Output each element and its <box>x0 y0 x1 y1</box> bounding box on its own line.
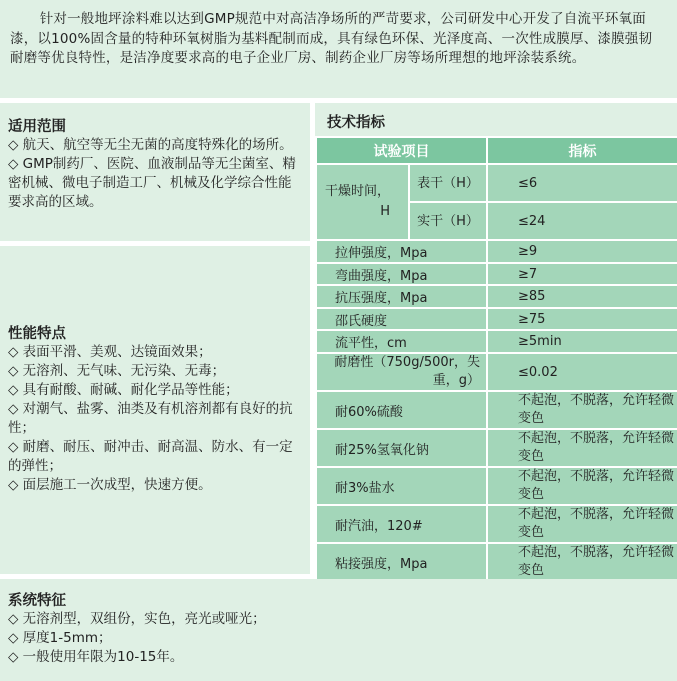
surface-dry-label: 表干（H） <box>409 164 487 202</box>
header-value: 指标 <box>487 137 677 164</box>
scope-item: ◇ 航天、航空等无尘无菌的高度特殊化的场所。 <box>8 137 293 153</box>
spec-label: 抗压强度，Mpa <box>316 285 487 308</box>
spec-value: 不起泡，不脱落，允许轻微变色 <box>487 429 677 467</box>
spec-value: ≥75 <box>487 308 677 330</box>
spec-value: 不起泡，不脱落，允许轻微变色 <box>487 391 677 429</box>
spec-row <box>316 164 677 202</box>
spec-row <box>316 353 677 391</box>
spec-label: 耐60%硫酸 <box>316 391 487 429</box>
spec-label: 粘接强度，Mpa <box>316 543 487 581</box>
features-section <box>0 246 310 574</box>
feature-item: ◇ 面层施工一次成型，快速方便。 <box>8 477 212 493</box>
system-section <box>0 579 677 681</box>
surface-dry-value: ≤6 <box>487 164 677 202</box>
spec-label: 耐磨性（750g/500r，失重，g） <box>316 353 487 391</box>
header-item: 试验项目 <box>316 137 487 164</box>
spec-label: 弯曲强度，Mpa <box>316 263 487 285</box>
spec-header-row <box>316 137 677 164</box>
system-title: 系统特征 <box>8 593 66 609</box>
spec-label: 耐汽油，120# <box>316 505 487 543</box>
spec-label: 邵氏硬度 <box>316 308 487 330</box>
spec-row <box>316 263 677 285</box>
system-item: ◇ 无溶剂型，双组份，实色，亮光或哑光； <box>8 611 266 627</box>
spec-row <box>316 308 677 330</box>
spec-label: 流平性，cm <box>316 330 487 353</box>
scope-section <box>0 103 310 241</box>
spec-row <box>316 330 677 353</box>
spec-label: 耐25%氢氧化钠 <box>316 429 487 467</box>
spec-value: 不起泡，不脱落，允许轻微变色 <box>487 505 677 543</box>
hard-dry-value: ≤24 <box>487 202 677 240</box>
spec-row <box>316 285 677 308</box>
feature-item: ◇ 表面平滑、美观、达镜面效果； <box>8 344 212 360</box>
spec-label: 拉伸强度，Mpa <box>316 240 487 263</box>
spec-row <box>316 543 677 581</box>
spec-value: ≥5min <box>487 330 677 353</box>
feature-item: ◇ 对潮气、盐雾、油类及有机溶剂都有良好的抗性； <box>8 401 293 436</box>
spec-value: ≤0.02 <box>487 353 677 391</box>
spec-value: ≥9 <box>487 240 677 263</box>
spec-value: 不起泡，不脱落，允许轻微变色 <box>487 467 677 505</box>
spec-row <box>316 467 677 505</box>
drying-label: 干燥时间，H <box>316 164 409 240</box>
tech-title: 技术指标 <box>327 115 385 131</box>
spec-row <box>316 240 677 263</box>
spec-row <box>316 429 677 467</box>
system-item: ◇ 厚度1-5mm； <box>8 630 112 646</box>
spec-value: 不起泡，不脱落，允许轻微变色 <box>487 543 677 581</box>
scope-title: 适用范围 <box>8 119 66 135</box>
spec-row <box>316 505 677 543</box>
feature-item: ◇ 具有耐酸、耐碱、耐化学品等性能； <box>8 382 239 398</box>
feature-item: ◇ 无溶剂、无气味、无污染、无毒； <box>8 363 226 379</box>
spec-row <box>316 391 677 429</box>
tech-section <box>315 103 677 578</box>
feature-item: ◇ 耐磨、耐压、耐冲击、耐高温、防水、有一定的弹性； <box>8 439 293 474</box>
spec-table <box>315 136 677 582</box>
spec-value: ≥85 <box>487 285 677 308</box>
hard-dry-label: 实干（H） <box>409 202 487 240</box>
features-title: 性能特点 <box>8 326 66 342</box>
system-item: ◇ 一般使用年限为10-15年。 <box>8 649 184 665</box>
scope-item: ◇ GMP制药厂、医院、血液制品等无尘菌室、精密机械、微电子制造工厂、机械及化学综合性能要求高的区域。 <box>8 156 296 210</box>
intro-paragraph: 针对一般地坪涂料难以达到GMP规范中对高洁净场所的严苛要求，公司研发中心开发了自流平环氧面漆，以100%固含量的特种环氧树脂为基料配制而成，具有绿色环保、光泽度高、一次性成膜厚、漆膜强韧耐磨等优良特性，是洁净度要求高的电子企业厂房、制药企业厂房等场所理想的地坪涂装系统。 <box>0 0 677 98</box>
spec-label: 耐3%盐水 <box>316 467 487 505</box>
spec-value: ≥7 <box>487 263 677 285</box>
